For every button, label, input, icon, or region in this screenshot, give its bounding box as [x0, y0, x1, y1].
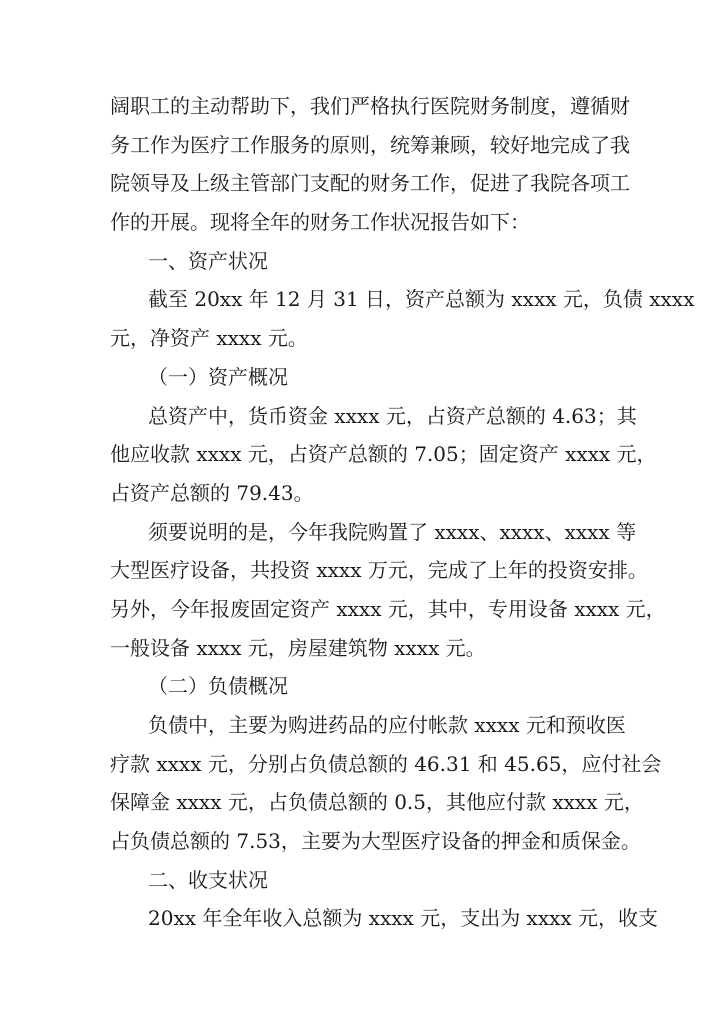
text-line: 他应收款 xxxx 元，占资产总额的 7.05；固定资产 xxxx 元， [110, 442, 657, 467]
subsection-heading: （一）资产概况 [148, 364, 288, 389]
text-line: 须要说明的是，今年我院购置了 xxxx、xxxx、xxxx 等 [148, 519, 637, 544]
text-line: 元，净资产 xxxx 元。 [110, 326, 308, 351]
text-line: 大型医疗设备，共投资 xxxx 万元，完成了上年的投资安排。 [110, 558, 648, 583]
text-line: 另外，今年报废固定资产 xxxx 元，其中，专用设备 xxxx 元， [110, 596, 666, 621]
text-line: 总资产中，货币资金 xxxx 元，占资产总额的 4.63；其 [148, 403, 637, 428]
text-line: 截至 20xx 年 12 月 31 日，资产总额为 xxxx 元，负债 xxxx [148, 287, 695, 312]
text-line: 院领导及上级主管部门支配的财务工作，促进了我院各项工 [110, 171, 630, 196]
text-line: 20xx 年全年收入总额为 xxxx 元，支出为 xxxx 元，收支 [148, 906, 659, 931]
text-line: 占负债总额的 7.53，主要为大型医疗设备的押金和质保金。 [110, 829, 641, 854]
text-line: 作的开展。现将全年的财务工作状况报告如下： [110, 210, 530, 235]
text-line: 疗款 xxxx 元，分别占负债总额的 46.31 和 45.65，应付社会 [110, 751, 662, 776]
section-heading: 二、收支状况 [148, 867, 268, 892]
text-line: 务工作为医疗工作服务的原则，统筹兼顾，较好地完成了我 [110, 132, 630, 157]
text-line: 保障金 xxxx 元，占负债总额的 0.5，其他应付款 xxxx 元， [110, 790, 644, 815]
text-line: 负债中，主要为购进药品的应付帐款 xxxx 元和预收医 [148, 713, 626, 737]
text-line: 一般设备 xxxx 元，房屋建筑物 xxxx 元。 [110, 635, 486, 660]
subsection-heading: （二）负债概况 [148, 674, 288, 699]
section-heading: 一、资产状况 [148, 248, 268, 273]
text-line: 占资产总额的 79.43。 [110, 480, 314, 505]
text-line: 阔职工的主动帮助下，我们严格执行医院财务制度，遵循财 [110, 94, 630, 118]
